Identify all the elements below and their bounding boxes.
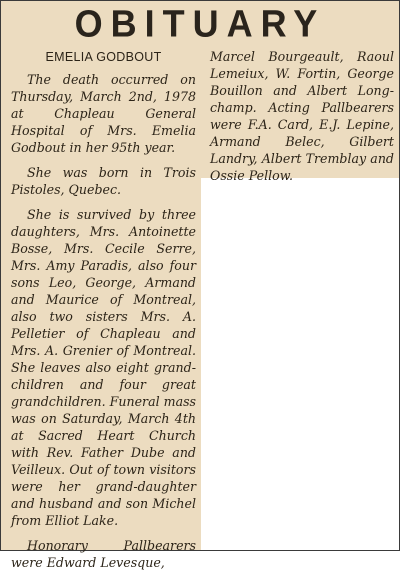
paragraph-survivors: She is survived by three daughters, Mrs. Antoinette Bosse, Mrs. Cecile Serre, Mrs. Amy Paradis, also four sons Leo, George, Armand and Maurice of Montreal, also two sisters Mrs. A. Pelletier of Chapleau and Mrs. A. Grenier of Montreal. She leaves also eight grand-children and four great grandchildren. Funeral mass was on Saturday, March 4th at Sacred Heart Church with Rev. Father Dube and Veilleux. Out of town visitors were her grand-daughter and husband and son Michel from Elliot Lake. (11, 207, 196, 528)
masthead-title: OBITUARY (74, 1, 326, 45)
deceased-name-heading: EMELIA GODBOUT (45, 50, 162, 64)
paragraph-pallbearers-continued: Marcel Bourgeault, Raoul Lemeiux, W. Fortin, George Bouillon and Albert Long-champ. Acting Pallbearers were F.A. Card, E.J. Lepine, Armand Belec, Gilbert Landry, Albert Tremblay and Ossie Pellow. (210, 49, 394, 183)
paragraph-death-notice: The death occurred on Thursday, March 2nd, 1978 at Chapleau General Hospital of Mrs. Emelia Godbout in her 95th year. (11, 72, 196, 155)
paragraph-birthplace: She was born in Trois Pistoles, Quebec. (11, 165, 196, 197)
paragraph-pallbearers: Honorary Pallbearers were Edward Levesque, (11, 538, 196, 570)
article-right-column (210, 48, 394, 184)
article-left-column (11, 49, 196, 571)
